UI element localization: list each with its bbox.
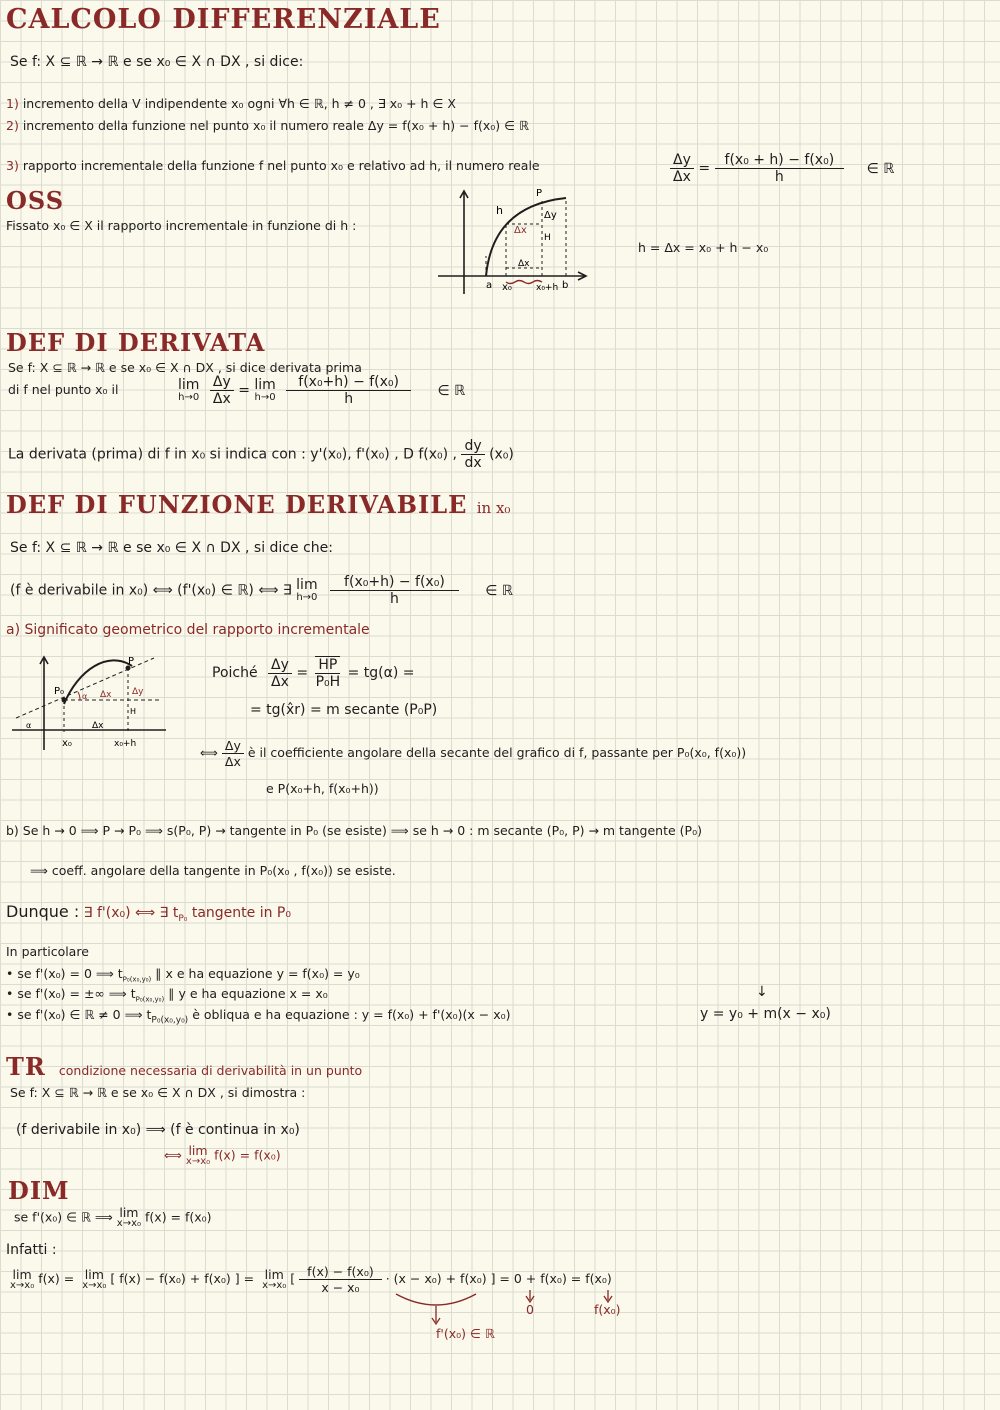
secant-graph bbox=[8, 650, 168, 754]
page-title: CALCOLO DIFFERENZIALE bbox=[6, 4, 441, 35]
dunque-line: Dunque : ∃ f'(x₀) ⟺ ∃ $t_{P_0}$ tangente in P₀ bbox=[6, 902, 291, 924]
dim-heading: DIM bbox=[8, 1176, 70, 1205]
item-text: rapporto incrementale della funzione f nel punto x₀ e relativo ad h, il numero reale bbox=[22, 158, 540, 173]
label-dx-bottom: Δx bbox=[518, 259, 530, 269]
brace-curve bbox=[396, 1294, 476, 1305]
list-item: • se f'(x₀) = ±∞ ⟹ $t_{P_0(x_0,y_0)}$ ∥ y e ha equazione x = x₀ bbox=[6, 986, 328, 1004]
def-derivata-line1: Se f: X ⊆ ℝ → ℝ e se x₀ ∈ X ∩ DX , si dice derivata prima bbox=[8, 360, 362, 375]
incremental-ratio-graph bbox=[432, 186, 592, 298]
label-dx: Δx bbox=[100, 690, 112, 700]
def-derivabile-condition: (f è derivabile in x₀) ⟺ (f'(x₀) ∈ ℝ) ⟺ ∃ lim h→0 $\frac{\text{f(x₀+h) − f(x₀)}}{h}$ ∈ ℝ bbox=[10, 574, 513, 607]
label-dy: Δy bbox=[132, 687, 144, 697]
section-a-line1: Poiché $\frac{\Delta y}{\Delta x}$ = $\frac{HP}{\text{P₀H}}$ = tg(α) = bbox=[212, 656, 415, 690]
infatti-label: Infatti : bbox=[6, 1242, 57, 1258]
section-a-line3: ⟺ $\frac{\Delta y}{\Delta x}$ è il coefficiente angolare della secante del grafico di f, passante per P₀(x₀, f(x₀)) bbox=[200, 738, 747, 769]
list-item bbox=[6, 96, 456, 111]
note-zero: 0 bbox=[526, 1302, 534, 1317]
label-x0h: x₀+h bbox=[114, 739, 137, 749]
label-H: H bbox=[130, 707, 137, 716]
item-text: incremento della funzione nel punto x₀ il numero reale Δy = f(x₀ + h) − f(x₀) ∈ ℝ bbox=[22, 118, 529, 133]
label-alpha-axis: α bbox=[26, 721, 32, 730]
teorema-line1: Se f: X ⊆ ℝ → ℝ e se x₀ ∈ X ∩ DX , si dimostra : bbox=[10, 1085, 306, 1100]
label-alpha: α bbox=[82, 692, 88, 701]
derivative-limit-formula: lim h→0 $\frac{\Delta y}{\Delta x}$ = lim h→0 $\frac{\text{f(x₀+h) − f(x₀)}}{h}$ ∈ ℝ bbox=[178, 374, 466, 407]
h-formula: h = Δx = x₀ + h − x₀ bbox=[638, 240, 769, 255]
def-derivata-heading: DEF DI DERIVATA bbox=[6, 328, 266, 357]
section-a-line4: e P(x₀+h, f(x₀+h)) bbox=[266, 781, 379, 796]
function-curve bbox=[64, 660, 132, 704]
label-x0: x₀ bbox=[62, 738, 72, 749]
label-x0h: x₀+h bbox=[536, 283, 559, 293]
tangent-equation: y = y₀ + m(x − x₀) bbox=[700, 1006, 831, 1022]
note-f-x0: f(x₀) bbox=[594, 1302, 621, 1317]
item-text: incremento della V indipendente x₀ ogni ∀h ∈ ℝ, h ≠ 0 , ∃ x₀ + h ∈ X bbox=[22, 96, 456, 111]
label-x0: x₀ bbox=[502, 282, 512, 293]
teorema-line2: (f derivabile in x₀) ⟹ (f è continua in x₀) bbox=[16, 1122, 300, 1138]
section-a-line2: = tg(x̂r) = m secante (P₀P) bbox=[250, 702, 438, 718]
section-b-line2: ⟹ coeff. angolare della tangente in P₀(x₀ , f(x₀)) se esiste. bbox=[30, 863, 396, 878]
list-item bbox=[6, 158, 540, 173]
label-p0: P₀ bbox=[54, 686, 65, 697]
teorema-heading: TR condizione necessaria di derivabilità in un punto bbox=[6, 1052, 363, 1081]
down-arrow-icon: ↓ bbox=[756, 984, 768, 1000]
label-dx: Δx bbox=[514, 225, 527, 236]
label-p: P bbox=[128, 656, 135, 667]
def-derivabile-line1: Se f: X ⊆ ℝ → ℝ e se x₀ ∈ X ∩ DX , si dice che: bbox=[10, 540, 333, 556]
oss-heading: OSS bbox=[6, 186, 65, 215]
label-h: h bbox=[496, 204, 503, 217]
point-p0 bbox=[62, 698, 67, 703]
def-derivabile-heading: DEF DI FUNZIONE DERIVABILE in x₀ bbox=[6, 490, 511, 519]
in-particolare-label: In particolare bbox=[6, 944, 89, 959]
label-H: H bbox=[544, 233, 551, 243]
label-p: P bbox=[536, 188, 543, 199]
item-number: 2) bbox=[6, 118, 19, 133]
section-b-line1: b) Se h → 0 ⟹ P → P₀ ⟹ s(P₀, P) → tangente in P₀ (se esiste) ⟹ se h → 0 : m secante (P₀, P) → m tangente (P₀) bbox=[6, 823, 702, 838]
note-derivative: f'(x₀) ∈ ℝ bbox=[436, 1326, 495, 1341]
label-dx-bottom: Δx bbox=[92, 721, 104, 731]
item-number: 3) bbox=[6, 158, 19, 173]
teorema-line3: ⟺ lim x→x₀ f(x) = f(x₀) bbox=[164, 1143, 281, 1168]
list-item bbox=[6, 118, 529, 133]
incremental-ratio-formula: $\frac{\Delta y}{\Delta x}$ = $\frac{\text{f(x₀ + h) − f(x₀)}}{h}$ ∈ ℝ bbox=[670, 152, 894, 185]
dim-line1: se f'(x₀) ∈ ℝ ⟹ lim x→x₀ f(x) = f(x₀) bbox=[14, 1205, 212, 1230]
dim-computation: lim x→x₀ f(x) = lim x→x₀ [ f(x) − f(x₀) + f(x₀) ] = lim x→x₀ [ $\frac{\text{f(x) − f(x₀)}}{\text{x − x₀}}$ · (x − x₀) + f(x₀) ] = 0 + f(x₀) = f(x₀) bbox=[10, 1264, 612, 1295]
derivative-notation: La derivata (prima) di f in x₀ si indica con : y'(x₀), f'(x₀) , D f(x₀) , $\frac{dy}{dx}$ (x₀) bbox=[8, 438, 514, 471]
section-a-label: a) Significato geometrico del rapporto incrementale bbox=[6, 622, 370, 638]
label-b: b bbox=[562, 280, 569, 291]
list-item: • se f'(x₀) ∈ ℝ ≠ 0 ⟹ $t_{P_0(x_0,y_0)}$ è obliqua e ha equazione : y = f(x₀) + f'(x₀)(x − x₀) bbox=[6, 1007, 511, 1026]
angle-arc bbox=[78, 692, 80, 700]
label-a: a bbox=[486, 280, 493, 291]
item-number: 1) bbox=[6, 96, 19, 111]
intro-text: Se f: X ⊆ ℝ → ℝ e se x₀ ∈ X ∩ DX , si dice: bbox=[10, 54, 304, 70]
oss-text: Fissato x₀ ∈ X il rapporto incrementale in funzione di h : bbox=[6, 218, 357, 233]
def-derivata-line2: di f nel punto x₀ il bbox=[8, 382, 119, 397]
list-item: • se f'(x₀) = 0 ⟹ $t_{P_0(x_0,y_0)}$ ∥ x e ha equazione y = f(x₀) = y₀ bbox=[6, 966, 360, 984]
label-dy: Δy bbox=[544, 210, 557, 221]
